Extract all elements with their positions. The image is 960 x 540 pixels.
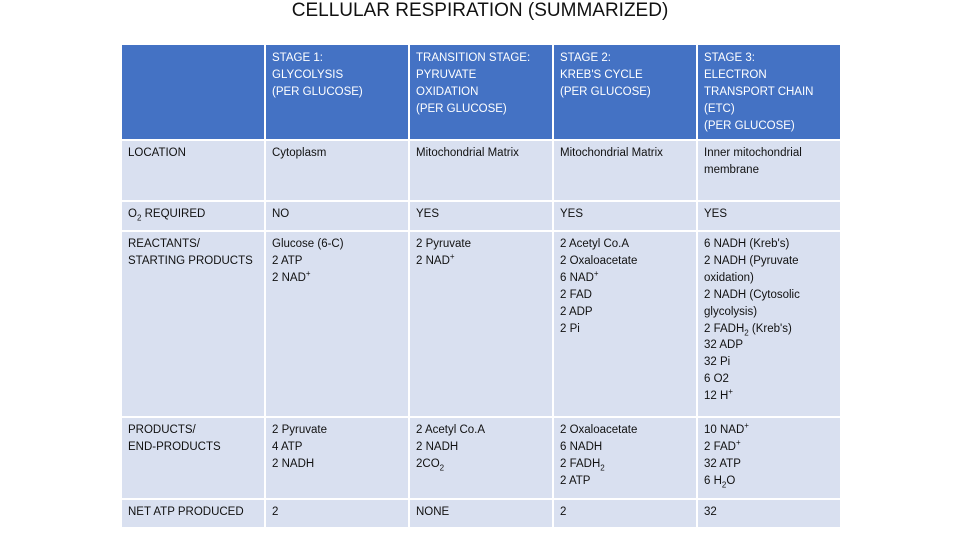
cell-line: 2 Oxaloacetate: [560, 424, 638, 436]
cell-line: 2 ATP: [272, 254, 303, 267]
cell-line: 6 NADH (Kreb's): [704, 238, 790, 250]
cell-line: 32 ADP: [704, 339, 743, 352]
cell-line: glycolysis): [704, 305, 758, 318]
row-products: [121, 417, 841, 499]
cell-location-etc: [697, 140, 841, 201]
cell-line: 6 $H_2O$: [704, 474, 736, 490]
cell-line: oxidation): [704, 271, 754, 284]
cell-line: 2 Acetyl Co.A: [416, 424, 486, 436]
cell-line: Cytoplasm: [272, 147, 327, 159]
cell-line: 2 NADH: [272, 457, 315, 470]
cell-line: 32: [704, 506, 717, 518]
cell-line: 12 H+: [704, 387, 733, 403]
cell-line: NO: [272, 208, 290, 220]
cell-line: 32 Pi: [704, 356, 731, 369]
cell-line: Glucose (6-C): [272, 238, 344, 250]
header-corner-cell: [121, 44, 265, 140]
cell-line: TRANSPORT CHAIN: [704, 85, 814, 98]
cell-line: 2 FAD: [560, 288, 592, 301]
row-o2-required: [121, 201, 841, 231]
row-label-net-atp: [121, 499, 265, 528]
cell-line: 2 ATP: [560, 474, 591, 487]
cell-o2-glycolysis: [265, 201, 409, 231]
cell-o2-etc: [697, 201, 841, 231]
cell-products-transition: [409, 417, 553, 499]
cell-line: 2 $FADH_2$ (Kreb's): [704, 322, 792, 337]
row-reactants: [121, 231, 841, 417]
cell-line: (PER GLUCOSE): [560, 85, 651, 98]
respiration-table: [120, 43, 842, 529]
cell-line: 2 Pyruvate: [272, 424, 327, 436]
cell-location-transition: [409, 140, 553, 201]
cell-reactants-transition: [409, 231, 553, 417]
cell-reactants-etc: [697, 231, 841, 417]
cell-line: YES: [416, 208, 440, 220]
cell-line: STAGE 2:: [560, 52, 611, 64]
cell-line: TRANSITION STAGE:: [416, 52, 531, 64]
header-transition-stage: [409, 44, 553, 140]
cell-line: STARTING PRODUCTS: [128, 254, 253, 267]
cell-line: PRODUCTS/: [128, 424, 196, 436]
cell-line: 2: [272, 506, 279, 518]
cell-line: NONE: [416, 506, 450, 518]
cell-location-krebs: [553, 140, 697, 201]
cell-line: (PER GLUCOSE): [416, 102, 507, 115]
cell-line: YES: [704, 208, 728, 220]
cell-line: ELECTRON: [704, 68, 767, 81]
cell-atp-krebs: [553, 499, 697, 528]
cell-line: 2 NAD+: [416, 252, 455, 267]
row-label-location: [121, 140, 265, 201]
page-title: CELLULAR RESPIRATION (SUMMARIZED): [291, 0, 669, 21]
cell-line: GLYCOLYSIS: [272, 68, 344, 81]
cell-line: YES: [560, 208, 584, 220]
cell-o2-transition: [409, 201, 553, 231]
cell-line: 2 $FADH_2$: [560, 457, 605, 473]
cell-line: $2CO_2$: [416, 457, 445, 473]
cell-location-glycolysis: [265, 140, 409, 201]
cell-line: 6 O2: [704, 373, 729, 386]
cell-line: Mitochondrial Matrix: [560, 147, 663, 159]
cell-line: 2 NAD+: [272, 268, 311, 284]
cell-line: 2: [560, 506, 567, 518]
header-glycolysis: [265, 44, 409, 140]
cell-atp-etc: [697, 499, 841, 528]
cell-line: STAGE 1:: [272, 52, 323, 64]
cell-products-krebs: [553, 417, 697, 499]
cell-line: NET ATP PRODUCED: [128, 506, 244, 518]
cell-line: 4 ATP: [272, 440, 303, 453]
cell-line: (ETC): [704, 102, 735, 115]
cell-line: LOCATION: [128, 147, 186, 159]
cell-line: END-PRODUCTS: [128, 440, 221, 453]
cell-line: 10 NAD+: [704, 421, 749, 436]
cell-line: 6 NAD+: [560, 268, 599, 284]
cell-reactants-glycolysis: [265, 231, 409, 417]
cell-line: 2 NADH: [416, 440, 459, 453]
cell-line: Inner mitochondrial: [704, 147, 802, 159]
row-label-reactants: [121, 231, 265, 417]
cell-line: 2 Pyruvate: [416, 238, 471, 250]
cell-line: STAGE 3:: [704, 52, 755, 64]
row-net-atp: [121, 499, 841, 528]
header-row: [121, 44, 841, 140]
cell-line: 2 NADH (Pyruvate: [704, 254, 799, 267]
cell-line: membrane: [704, 163, 759, 176]
row-label-products: [121, 417, 265, 499]
cell-line: REACTANTS/: [128, 238, 200, 250]
cell-line: OXIDATION: [416, 85, 479, 98]
cell-line: 6 NADH: [560, 440, 603, 453]
cell-products-glycolysis: [265, 417, 409, 499]
cell-line: 2 NADH (Cytosolic: [704, 288, 800, 301]
cell-line: 2 Oxaloacetate: [560, 254, 638, 267]
row-label-o2-required: $O_2$ REQUIRED: [121, 201, 265, 231]
cell-products-etc: [697, 417, 841, 499]
cell-line: PYRUVATE: [416, 68, 477, 81]
cell-reactants-krebs: [553, 231, 697, 417]
cell-atp-transition: [409, 499, 553, 528]
header-krebs-cycle: [553, 44, 697, 140]
cell-line: 32 ATP: [704, 457, 741, 470]
cell-line: Mitochondrial Matrix: [416, 147, 519, 159]
cell-o2-krebs: [553, 201, 697, 231]
header-electron-transport-chain: [697, 44, 841, 140]
row-location: [121, 140, 841, 201]
cell-line: 2 FAD+: [704, 438, 741, 453]
cell-line: KREB'S CYCLE: [560, 68, 643, 81]
cell-atp-glycolysis: [265, 499, 409, 528]
cell-line: 2 Pi: [560, 322, 580, 335]
cell-line: 2 Acetyl Co.A: [560, 238, 630, 250]
cell-line: (PER GLUCOSE): [704, 119, 795, 132]
cell-line: 2 ADP: [560, 305, 593, 318]
cell-line: (PER GLUCOSE): [272, 85, 363, 98]
